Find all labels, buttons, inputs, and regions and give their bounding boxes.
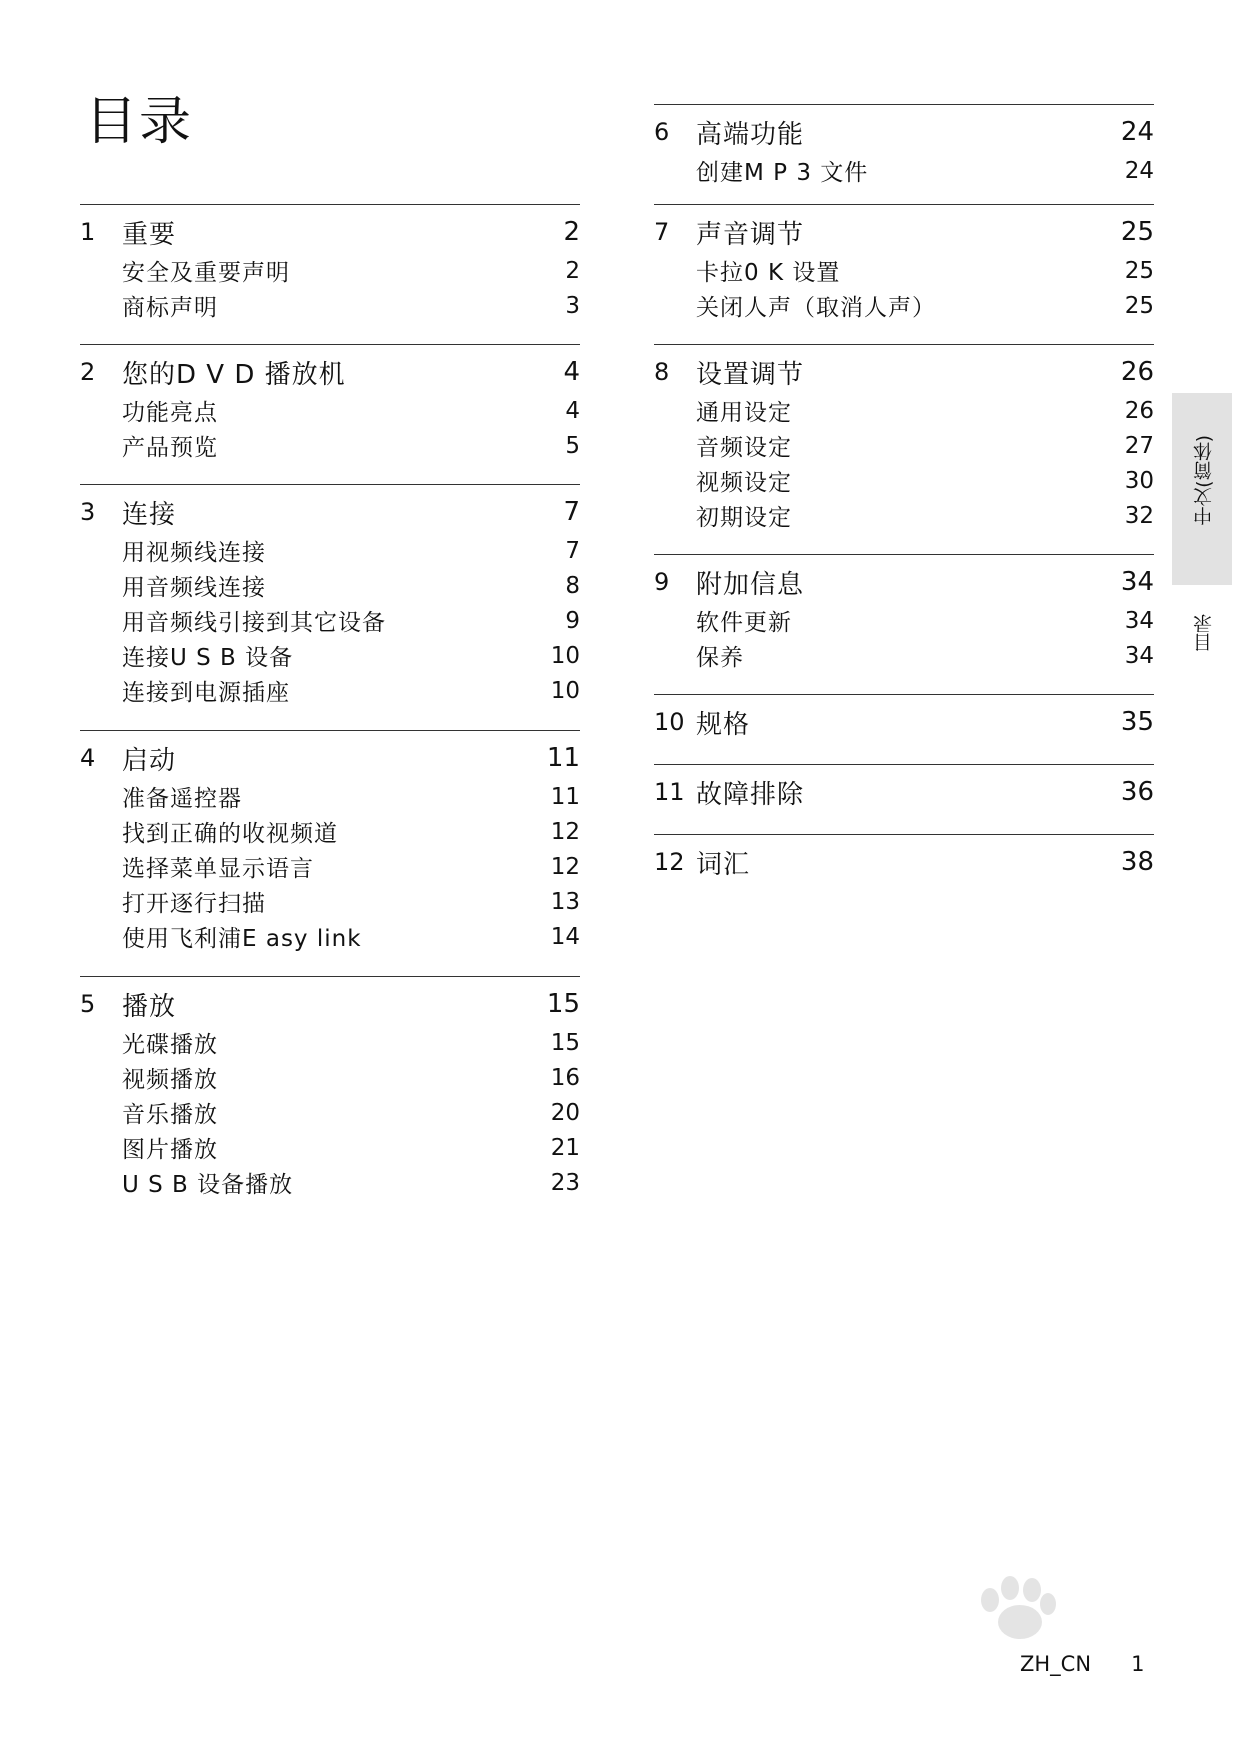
entry-title: 准备遥控器 — [122, 786, 242, 812]
section-page-number: 35 — [1120, 707, 1154, 737]
toc-entry[interactable] — [80, 1095, 580, 1130]
section-page-number: 15 — [546, 989, 580, 1019]
section-title: 播放 — [122, 991, 177, 1022]
entry-title: 软件更新 — [696, 610, 792, 636]
entry-title: 打开逐行扫描 — [122, 891, 266, 917]
section-number: 10 — [654, 708, 685, 736]
entry-title: 用音频线引接到其它设备 — [122, 610, 386, 636]
section-page-number: 36 — [1120, 777, 1154, 807]
entry-page-number: 9 — [565, 607, 580, 634]
entry-page-number: 26 — [1124, 397, 1154, 424]
entry-page-number: 24 — [1124, 157, 1154, 184]
toc-entry[interactable] — [80, 393, 580, 428]
toc-section — [654, 694, 1154, 764]
entry-title: 卡拉0 K 设置 — [696, 260, 841, 286]
entry-title: 光碟播放 — [122, 1032, 218, 1058]
entry-page-number: 2 — [565, 257, 580, 284]
entry-title: 视频播放 — [122, 1067, 218, 1093]
toc-section — [654, 344, 1154, 554]
entry-title: 商标声明 — [122, 295, 218, 321]
toc-entry[interactable] — [80, 253, 580, 288]
page-title: 目录 — [85, 92, 194, 152]
entry-page-number: 3 — [565, 292, 580, 319]
entry-title: 选择菜单显示语言 — [122, 856, 314, 882]
toc-section-heading[interactable] — [654, 351, 1154, 393]
toc-section — [654, 204, 1154, 344]
entry-title: 功能亮点 — [122, 400, 218, 426]
entry-page-number: 25 — [1124, 257, 1154, 284]
entry-page-number: 11 — [550, 783, 580, 810]
toc-entry[interactable] — [80, 568, 580, 603]
entry-title: 用音频线连接 — [122, 575, 266, 601]
toc-entry[interactable] — [654, 393, 1154, 428]
entry-page-number: 20 — [550, 1099, 580, 1126]
toc-entry[interactable] — [654, 638, 1154, 673]
entry-title: 音乐播放 — [122, 1102, 218, 1128]
section-number: 7 — [654, 218, 670, 246]
entry-page-number: 5 — [565, 432, 580, 459]
section-number: 12 — [654, 848, 685, 876]
section-page-number: 26 — [1120, 357, 1154, 387]
entry-title: 初期设定 — [696, 505, 792, 531]
section-number: 4 — [80, 744, 96, 772]
section-page-number: 7 — [563, 497, 580, 527]
toc-entry[interactable] — [654, 498, 1154, 533]
section-title: 重要 — [122, 219, 177, 250]
toc-entry[interactable] — [80, 638, 580, 673]
entry-page-number: 10 — [550, 642, 580, 669]
toc-section-heading[interactable] — [80, 211, 580, 253]
section-number: 6 — [654, 118, 670, 146]
section-title: 故障排除 — [696, 779, 805, 810]
toc-section-heading[interactable] — [80, 491, 580, 533]
section-page-number: 38 — [1120, 847, 1154, 877]
toc-section — [654, 554, 1154, 694]
toc-section-heading[interactable] — [80, 351, 580, 393]
entry-page-number: 34 — [1124, 642, 1154, 669]
toc-section-heading[interactable] — [80, 983, 580, 1025]
entry-page-number: 27 — [1124, 432, 1154, 459]
entry-page-number: 14 — [550, 923, 580, 950]
toc-entry[interactable] — [654, 463, 1154, 498]
toc-entry[interactable] — [80, 919, 580, 954]
toc-entry[interactable] — [80, 673, 580, 708]
toc-entry[interactable] — [80, 533, 580, 568]
section-number: 3 — [80, 498, 96, 526]
entry-title: 安全及重要声明 — [122, 260, 290, 286]
entry-page-number: 34 — [1124, 607, 1154, 634]
entry-page-number: 21 — [550, 1134, 580, 1161]
toc-entry[interactable] — [80, 1025, 580, 1060]
entry-title: 产品预览 — [122, 435, 218, 461]
toc-section-heading[interactable] — [80, 737, 580, 779]
toc-section-heading[interactable] — [654, 111, 1154, 153]
toc-left-column — [80, 204, 580, 1216]
toc-section — [654, 764, 1154, 834]
footer-page-number: 1 — [1131, 1652, 1145, 1676]
entry-page-number: 12 — [550, 818, 580, 845]
section-page-number: 34 — [1120, 567, 1154, 597]
section-number: 8 — [654, 358, 670, 386]
entry-page-number: 32 — [1124, 502, 1154, 529]
toc-entry[interactable] — [654, 603, 1154, 638]
language-side-tab — [1172, 393, 1232, 585]
entry-title: 关闭人声（取消人声） — [696, 295, 936, 321]
toc-section-heading[interactable] — [654, 211, 1154, 253]
toc-section — [80, 484, 580, 730]
footer-language-code: ZH_CN — [1020, 1652, 1092, 1676]
toc-section — [80, 344, 580, 484]
entry-title: 用视频线连接 — [122, 540, 266, 566]
toc-section — [80, 204, 580, 344]
side-section-label: 目录 — [1193, 614, 1215, 652]
section-title: 声音调节 — [696, 219, 805, 250]
entry-page-number: 10 — [550, 677, 580, 704]
entry-title: 通用设定 — [696, 400, 792, 426]
toc-entry[interactable] — [80, 1130, 580, 1165]
toc-section — [80, 730, 580, 976]
section-page-number: 25 — [1120, 217, 1154, 247]
section-title: 启动 — [122, 745, 177, 776]
toc-entry[interactable] — [80, 849, 580, 884]
entry-title: 图片播放 — [122, 1137, 218, 1163]
entry-title: 保养 — [696, 645, 744, 671]
toc-entry[interactable] — [80, 428, 580, 463]
side-tab-label: 中文(简体) — [1193, 435, 1215, 526]
toc-section — [654, 104, 1154, 204]
toc-entry[interactable] — [654, 288, 1154, 323]
section-page-number: 24 — [1120, 117, 1154, 147]
section-title: 设置调节 — [696, 359, 805, 390]
section-title: 连接 — [122, 499, 177, 530]
entry-page-number: 13 — [550, 888, 580, 915]
entry-page-number: 7 — [565, 537, 580, 564]
toc-section-heading[interactable] — [654, 701, 1154, 743]
toc-entry[interactable] — [80, 603, 580, 638]
section-number: 9 — [654, 568, 670, 596]
section-title: 词汇 — [696, 849, 751, 880]
entry-title: 连接U S B 设备 — [122, 645, 294, 671]
toc-right-column — [654, 104, 1154, 904]
watermark-logo — [872, 1560, 1172, 1700]
toc-entry[interactable] — [654, 253, 1154, 288]
entry-title: 音频设定 — [696, 435, 792, 461]
toc-entry[interactable] — [654, 428, 1154, 463]
section-title: 高端功能 — [696, 119, 805, 150]
entry-title: 找到正确的收视频道 — [122, 821, 338, 847]
section-number: 11 — [654, 778, 685, 806]
toc-entry[interactable] — [80, 1060, 580, 1095]
toc-entry[interactable] — [80, 884, 580, 919]
toc-entry[interactable] — [80, 779, 580, 814]
entry-page-number: 4 — [565, 397, 580, 424]
toc-section — [80, 976, 580, 1216]
entry-page-number: 23 — [550, 1169, 580, 1196]
section-page-number: 11 — [546, 743, 580, 773]
section-title: 附加信息 — [696, 569, 805, 600]
entry-page-number: 30 — [1124, 467, 1154, 494]
section-number: 1 — [80, 218, 96, 246]
entry-title: U S B 设备播放 — [122, 1172, 294, 1198]
toc-section-heading[interactable] — [654, 771, 1154, 813]
entry-title: 使用飞利浦E asy link — [122, 926, 362, 952]
section-number: 2 — [80, 358, 96, 386]
entry-title: 连接到电源插座 — [122, 680, 290, 706]
entry-page-number: 25 — [1124, 292, 1154, 319]
entry-title: 创建M P 3 文件 — [696, 160, 869, 186]
toc-section-heading[interactable] — [654, 841, 1154, 883]
toc-entry[interactable] — [80, 1165, 580, 1200]
toc-entry[interactable] — [654, 153, 1154, 188]
section-title: 规格 — [696, 709, 751, 740]
entry-page-number: 8 — [565, 572, 580, 599]
entry-page-number: 12 — [550, 853, 580, 880]
entry-page-number: 16 — [550, 1064, 580, 1091]
entry-page-number: 15 — [550, 1029, 580, 1056]
section-page-number: 2 — [563, 217, 580, 247]
toc-entry[interactable] — [80, 814, 580, 849]
section-title: 您的D V D 播放机 — [122, 359, 346, 390]
entry-title: 视频设定 — [696, 470, 792, 496]
toc-entry[interactable] — [80, 288, 580, 323]
section-number: 5 — [80, 990, 96, 1018]
toc-section — [654, 834, 1154, 904]
toc-section-heading[interactable] — [654, 561, 1154, 603]
section-page-number: 4 — [563, 357, 580, 387]
